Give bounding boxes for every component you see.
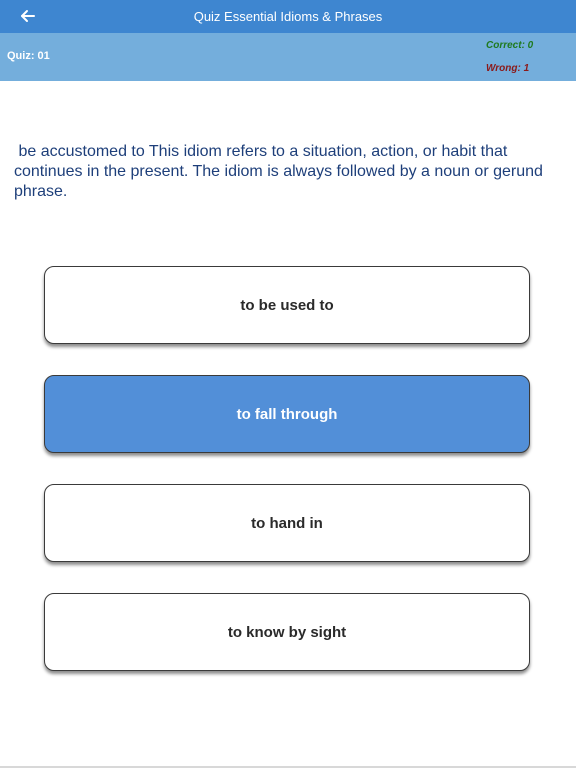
answer-option-1[interactable] — [44, 266, 530, 344]
nav-bar — [0, 0, 576, 33]
answer-option-3[interactable] — [44, 484, 530, 562]
question-text: be accustomed to This idiom refers to a situation, action, or habit that continues in the present. The idiom is always followed by a noun or gerund phrase. — [14, 143, 548, 200]
answer-option-label: to know by sight — [227, 623, 347, 641]
answer-option-2[interactable] — [44, 375, 530, 453]
page-title: Quiz Essential Idioms & Phrases — [193, 9, 383, 24]
correct-count-label: Correct: 0 — [486, 40, 534, 51]
answer-option-4[interactable] — [44, 593, 530, 671]
quiz-number-label: Quiz: 01 — [7, 50, 50, 62]
answer-option-label: to fall through — [236, 405, 338, 423]
answer-option-label: to be used to — [240, 296, 334, 314]
back-button[interactable] — [14, 4, 42, 28]
wrong-count-label: Wrong: 1 — [486, 63, 530, 74]
arrow-left-icon — [20, 9, 36, 23]
answer-option-label: to hand in — [251, 514, 323, 532]
score-bar — [0, 33, 576, 81]
